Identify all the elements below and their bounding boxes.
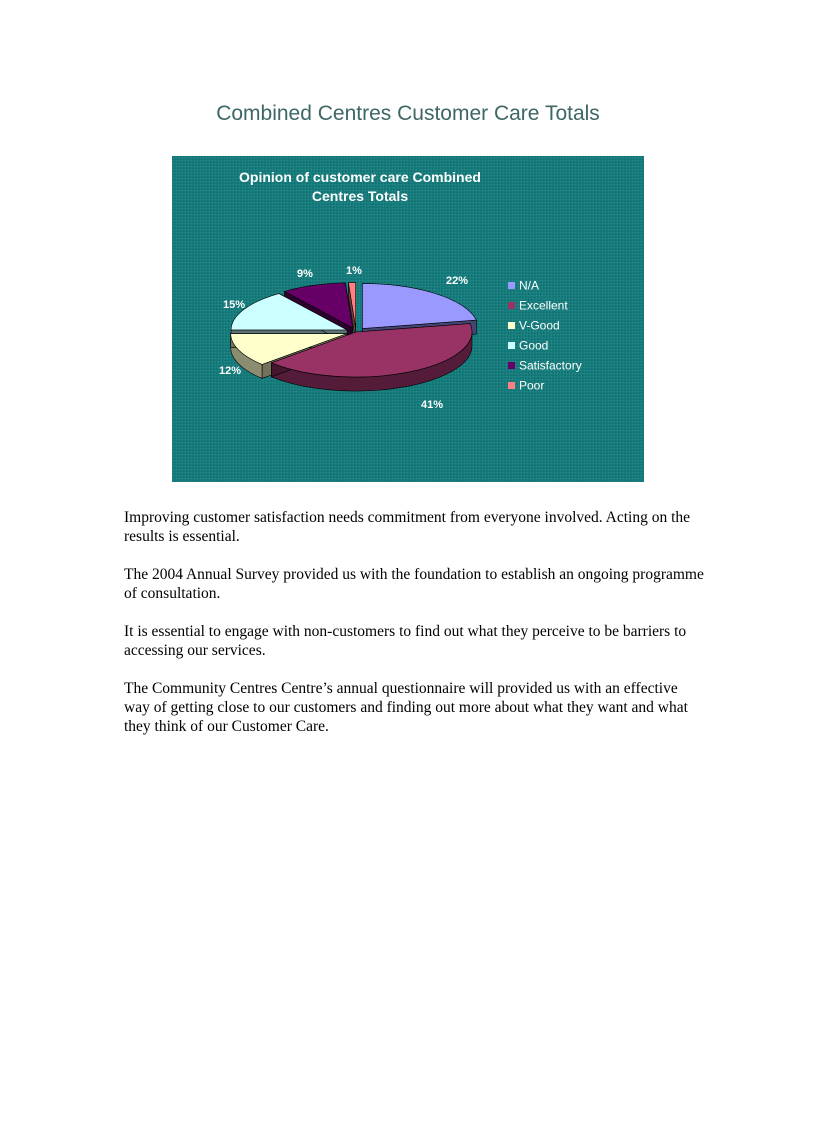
legend-entry-excellent: Excellent [519, 298, 568, 313]
legend-swatch-excellent [508, 302, 515, 309]
legend-swatch-n/a [508, 282, 515, 289]
paragraph-4: The Community Centres Centre’s annual questionnaire will provided us with an effective way of getting close to our customers and finding out more about what they want and what they think of our Customer Care. [124, 680, 688, 735]
legend-swatch-poor [508, 382, 515, 389]
paragraph-1: Improving customer satisfaction needs commitment from everyone involved. Acting on the results is essential. [124, 509, 691, 545]
chart-legend [508, 279, 582, 393]
data-label-satisfactory: 9% [297, 268, 313, 280]
legend-entry-v-good: V-Good [519, 318, 560, 333]
legend-swatch-good [508, 342, 515, 349]
legend-entry-good: Good [519, 338, 549, 353]
chart-title: Opinion of customer care Combined Centres Totals [239, 169, 481, 204]
legend-entry-poor: Poor [519, 378, 545, 393]
data-label-v-good: 12% [218, 365, 242, 377]
paragraph-2: The 2004 Annual Survey provided us with the foundation to establish an ongoing programme of consultation. [124, 566, 704, 602]
legend-swatch-satisfactory [508, 362, 515, 369]
data-label-poor: 1% [346, 265, 362, 277]
page-title: Combined Centres Customer Care Totals [216, 102, 600, 125]
data-label-good: 15% [222, 299, 246, 311]
paragraph-3: It is essential to engage with non-customers to find out what they perceive to be barriers to accessing our services. [124, 623, 687, 659]
pie-chart-svg [172, 156, 644, 482]
body-text [124, 508, 704, 755]
legend-entry-n/a: N/A [519, 278, 540, 293]
data-label-excellent: 41% [420, 399, 444, 411]
legend-entry-satisfactory: Satisfactory [519, 358, 582, 373]
data-label-n/a: 22% [445, 275, 469, 287]
pie-chart [172, 156, 644, 482]
legend-swatch-v-good [508, 322, 515, 329]
